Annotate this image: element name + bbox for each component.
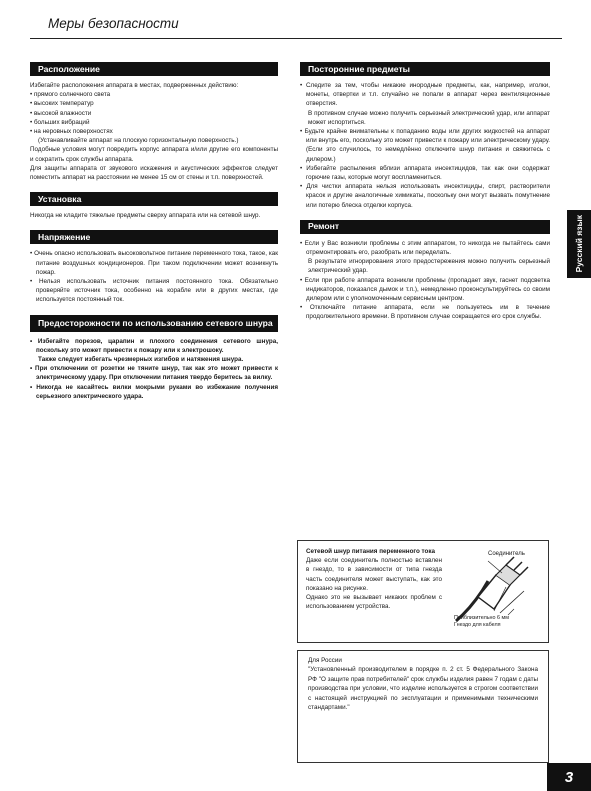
section <box>300 220 550 322</box>
language-tab-label: Русский язык <box>574 215 584 273</box>
paragraph: Подобные условия могут повредить корпус аппарата и/или другие его компоненты и сократить срок службы аппарата. <box>30 146 278 163</box>
section-header: Посторонние предметы <box>300 62 550 76</box>
page-number: 3 <box>547 763 591 791</box>
section-header: Предосторожности по использованию сетевого шнура <box>30 315 278 332</box>
paragraph: В результате игнорирования этого предостережения можно получить серьезный электрический удар. <box>308 258 550 275</box>
section-header: Расположение <box>30 62 278 76</box>
section-header: Ремонт <box>300 220 550 234</box>
russia-note-box <box>297 650 549 763</box>
bullet-item: • высоких температур <box>30 100 94 108</box>
bullet-item: • Отключайте питание аппарата, если не пользуетесь им в течение продолжительного времени. В противном случае сокращается его срок службы. <box>300 304 550 321</box>
section-header: Установка <box>30 192 278 206</box>
right-column <box>300 62 550 332</box>
bullet-item: • Никогда не касайтесь вилки мокрыми руками во избежание получения серьезного электрического удара. <box>30 383 278 400</box>
socket-label: Гнездо для кабеля <box>454 622 501 628</box>
section <box>30 230 278 304</box>
bullet-item: • Избегайте распыления вблизи аппарата инсектицидов, так как они содержат горючие газы, которые могут воспламениться. <box>300 164 550 182</box>
language-tab <box>567 210 591 278</box>
cord-note-text <box>306 547 442 611</box>
bullet-item: • на неровных поверхностях <box>30 128 113 136</box>
paragraph: Для защиты аппарата от звукового искажения и акустических эффектов следует поместить аппарат на расстоянии не менее 15 см от стены и т.п. поверхностей. <box>30 164 278 182</box>
paragraph: Избегайте расположения аппарата в местах, подверженных действию: <box>30 82 239 89</box>
page-title: Меры безопасности <box>48 16 179 31</box>
paragraph: Никогда не кладите тяжелые предметы сверху аппарата или на сетевой шнур. <box>30 212 261 220</box>
russia-note-heading: Для России <box>308 657 342 664</box>
title-rule <box>30 38 562 39</box>
bullet-item: • больших вибраций <box>30 118 90 126</box>
paragraph: Также следует избегать чрезмерных изгибов и натяжения шнура. <box>38 356 244 364</box>
connector-label: Соединитель <box>488 551 525 557</box>
bullet-item: • Если у Вас возникли проблемы с этим аппаратом, то никогда не пытайтесь сами отремонтировать его, разобрать или переделать. <box>300 239 550 257</box>
bullet-item: • Нельзя использовать источник питания постоянного тока. Обязательно проверяйте источник тока, особенно на корабле или в других местах, где используется постоянный ток. <box>30 278 278 304</box>
bullet-item: • высокой влажности <box>30 109 92 117</box>
section <box>300 62 550 210</box>
paragraph: (Устанавливайте аппарат на плоскую горизонтальную поверхность.) <box>38 137 239 145</box>
section <box>30 62 278 182</box>
bullet-item: • Для чистки аппарата нельзя использовать инсектициды, спирт, растворители красок и другие аналогичные химикаты, поскольку они могут вызвать помутнение или потерю блеска отделки корпуса. <box>300 183 550 209</box>
bullet-item: • При отключении от розетки не тяните шнур, так как это может привести к электрическому удару. При отключении питания твердо беритесь за вилку. <box>30 365 278 382</box>
bullet-item: • прямого солнечного света <box>30 91 111 99</box>
bullet-item: • Следите за тем, чтобы никакие инородные предметы, как, например, иголки, монеты, отвертки и т.п. случайно не попали в аппарат через вентиляционные отверстия. <box>300 82 550 108</box>
cord-note-box <box>297 540 549 643</box>
gap-labels <box>454 615 544 629</box>
bullet-item: • Избегайте порезов, царапин и плохого соединения сетевого шнура, поскольку это может привести к пожару или к электрошоку. <box>30 337 278 354</box>
section <box>30 192 278 220</box>
cord-note-body: Даже если соединитель полностью вставлен в гнездо, то в зависимости от типа гнезда часть соединителя может выступать, как это показано на рисунке. <box>306 557 442 592</box>
cord-note-title: Сетевой шнур питания переменного тока <box>306 548 436 555</box>
cord-note-extra: Однако это не вызывает никаких проблем с использованием устройства. <box>306 594 442 611</box>
section <box>30 315 278 401</box>
bullet-item: • Очень опасно использовать высоковольтное питание переменного тока, такое, как питание воздушных кондиционеров. При таком подключении может возникнуть пожар. <box>30 250 278 276</box>
gap-label: Приблизительно 6 мм <box>454 615 509 621</box>
russia-note-text: "Установленный производителем в порядке п. 2 ст. 5 Федерального Закона РФ "О защите прав потребителей" срок службы изделия равен 7 годам с даты производства при условии, что изделие используется в строгом соответствии с настоящей инструкцией по эксплуатации и применимыми техническими стандартами." <box>308 666 538 712</box>
left-column <box>30 62 278 411</box>
section-header: Напряжение <box>30 230 278 244</box>
bullet-item: • Если при работе аппарата возникли проблемы (пропадает звук, гаснет подсветка индикаторов, показался дымок и т.п.), немедленно проконсультируйтесь со своим дилером или с уполномоченным сервисным центром. <box>300 276 550 303</box>
bullet-item: • Будьте крайне внимательны к попаданию воды или других жидкостей на аппарат или внутрь его, поскольку это может привести к пожару или электрическому удару. (Если это случилось, то немедлённо отключите шнур питания и свяжитесь с дилером.) <box>300 128 550 163</box>
paragraph: В противном случае можно получить серьезный электрический удар, или аппарат может испортиться. <box>308 109 550 126</box>
